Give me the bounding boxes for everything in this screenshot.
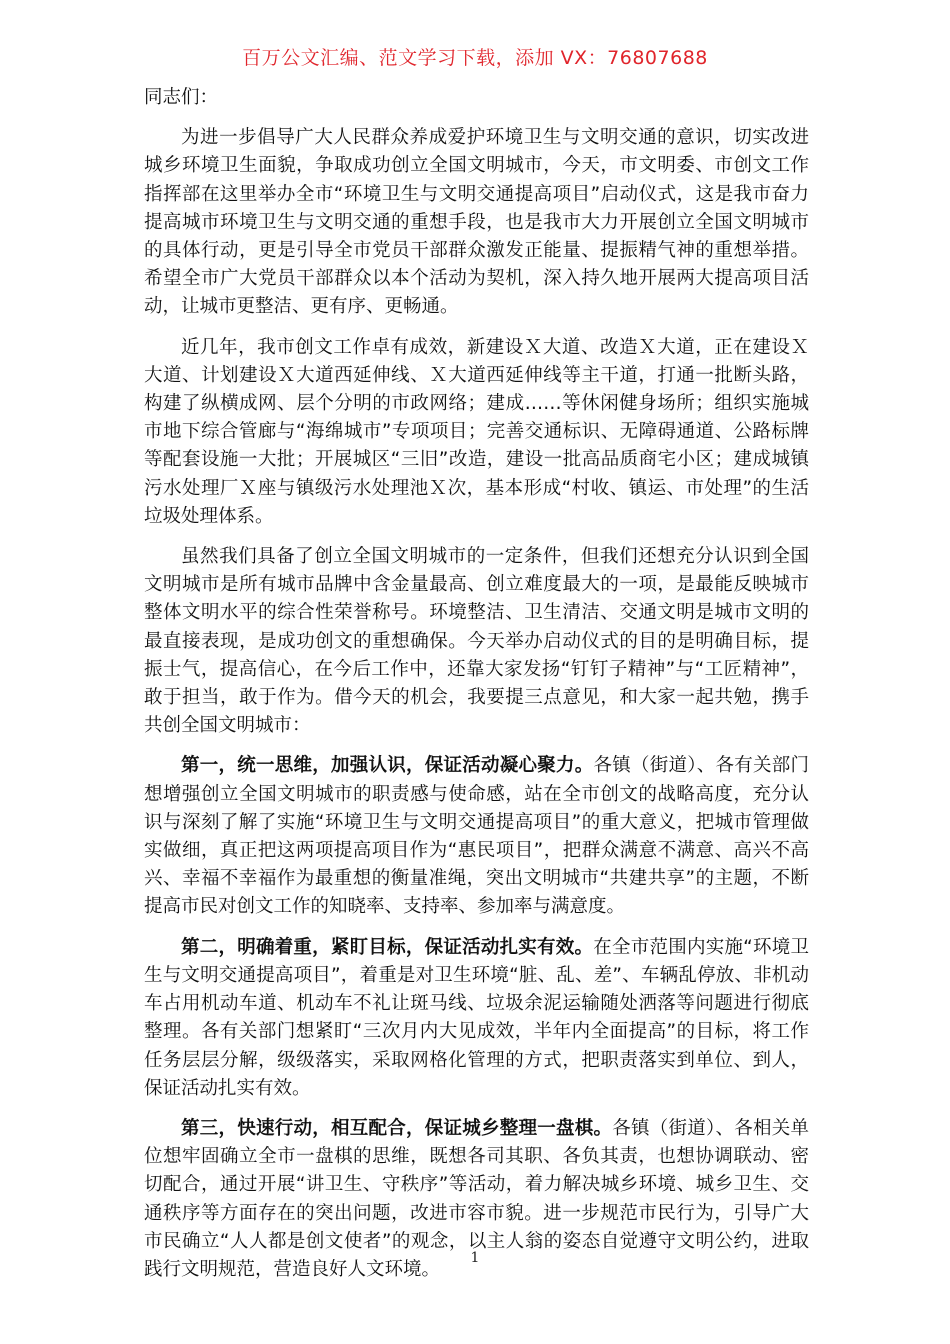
page-number: 1 [470, 1250, 480, 1266]
paragraph-point-two [144, 934, 809, 1103]
paragraph-body: 为进一步倡导广大人民群众养成爱护环境卫生与文明交通的意识，切实改进城乡环境卫生面貌，争取成功创立全国文明城市，今天，市文明委、市创文工作指挥部在这里举办全市“环境卫生与文明交通提高项目”启动仪式，这是我市奋力提高城市环境卫生与文明交通的重想手段，也是我市大力开展创立全国文明城市的具体行动，更是引导全市党员干部群众激发正能量、提振精气神的重想举措。希望全市广大党员干部群众以本个活动为契机，深入持久地开展两大提高项目活动，让城市更整洁、更有序、更畅通。 [144, 127, 809, 318]
paragraph-achievements [144, 334, 809, 531]
paragraph-body: 各镇（街道）、各有关部门想增强创立全国文明城市的职责感与使命感，站在全市创文的战略高度，充分认识与深刻了解了实施“环境卫生与文明交通提高项目”的重大意义，把城市管理做实做细，真正把这两项提高项目作为“惠民项目”，把群众满意不满意、高兴不高兴、幸福不幸福作为最重想的衡量准绳，突出文明城市“共建共享”的主题，不断提高市民对创文工作的知晓率、支持率、参加率与满意度。 [144, 755, 809, 918]
paragraph-body: 各镇（街道）、各相关单位想牢固确立全市一盘棋的思维，既想各司其职、各负其责，也想协调联动、密切配合，通过开展“讲卫生、守秩序”等活动，着力解决城乡环境、城乡卫生、交通秩序等方面存在的突出问题，改进市容市貌。进一步规范市民行为，引导广大市民确立“人人都是创文使者”的观念，以主人翁的姿态自觉遵守文明公约，进取践行文明规范，营造良好人文环境。 [144, 1117, 809, 1280]
document-body [144, 84, 809, 1296]
paragraph-body: 虽然我们具备了创立全国文明城市的一定条件，但我们还想充分认识到全国文明城市是所有城市品牌中含金量最高、创立难度最大的一项，是最能反映城市整体文明水平的综合性荣誉称号。环境整洁、卫生清洁、交通文明是城市文明的最直接表现，是成功创文的重想确保。今天举办启动仪式的目的是明确目标，提振士气，提高信心，在今后工作中，还靠大家发扬“钉钉子精神”与“工匠精神”，敢于担当，敢于作为。借今天的机会，我要提三点意见，和大家一起共勉，携手共创全国文明城市： [144, 546, 809, 737]
paragraph-body: 在全市范围内实施“环境卫生与文明交通提高项目”，着重是对卫生环境“脏、乱、差”、车辆乱停放、非机动车占用机动车道、机动车不礼让斑马线、垃圾余泥运输随处洒落等问题进行彻底整理。各有关部门想紧盯“三次月内大见成效，半年内全面提高”的目标，将工作任务层层分解，级级落实，采取网格化管理的方式，把职责落实到单位、到人，保证活动扎实有效。 [144, 936, 809, 1099]
paragraph-awareness [144, 543, 809, 740]
paragraph-lead-heading: 第三，快速行动，相互配合，保证城乡整理一盘棋。 [181, 1117, 613, 1139]
paragraph-body: 近几年，我市创文工作卓有成效，新建设Ｘ大道、改造Ｘ大道，正在建设Ｘ大道、计划建设Ｘ大道西延伸线、Ｘ大道西延伸线等主干道，打通一批断头路，构建了纵横成网、层个分明的市政网络；建成……等休闲健身场所；组织实施城市地下综合管廊与“海绵城市”专项项目；完善交通标识、无障碍通道、公路标牌等配套设施一大批；开展城区“三旧”改造，建设一批高品质商宅小区；建成城镇污水处理厂Ｘ座与镇级污水处理池Ｘ次，基本形成“村收、镇运、市处理”的生活垃圾处理体系。 [144, 336, 809, 527]
paragraph-lead-heading: 第二，明确着重，紧盯目标，保证活动扎实有效。 [181, 936, 594, 958]
paragraph-point-one [144, 752, 809, 921]
paragraph-intro [144, 124, 809, 321]
paragraph-lead-heading: 第一，统一思维，加强认识，保证活动凝心聚力。 [181, 755, 594, 777]
header-watermark: 百万公文汇编、范文学习下载，添加 VX：76807688 [242, 47, 708, 69]
greeting: 同志们： [144, 87, 219, 108]
